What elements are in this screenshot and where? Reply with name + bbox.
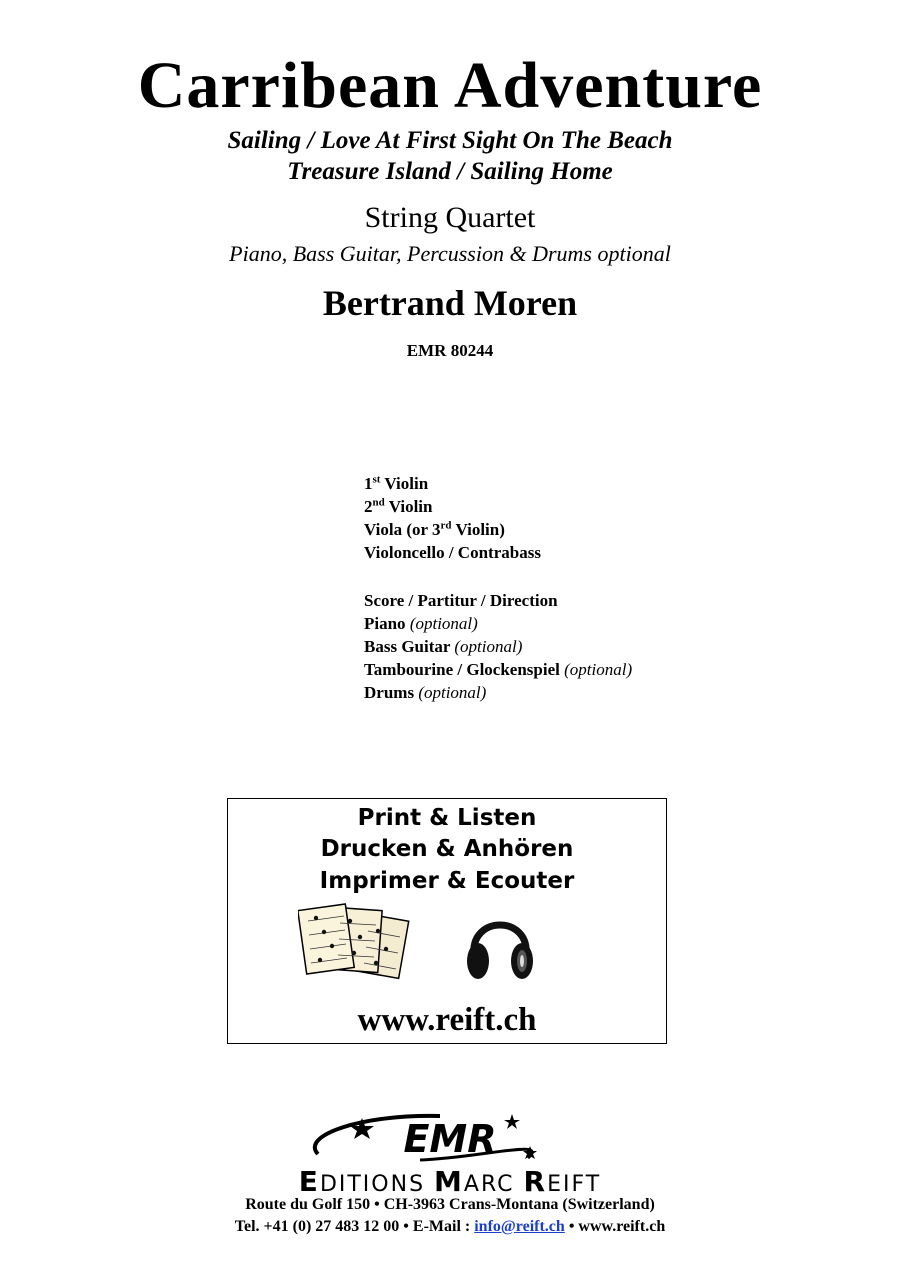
optional-instruments: Piano, Bass Guitar, Percussion & Drums optional <box>229 241 671 266</box>
catalog-number: EMR 80244 <box>406 341 494 360</box>
promo-line-2: Drucken & Anhören <box>320 836 574 862</box>
publisher-name: EDITIONS MARC REIFT <box>298 1165 602 1198</box>
part-piano: Piano (optional) <box>364 614 478 633</box>
part-cello: Violoncello / Contrabass <box>364 543 541 562</box>
subtitle-line-1: Sailing / Love At First Sight On The Beach <box>227 127 673 154</box>
ensemble: String Quartet <box>364 201 536 234</box>
promo-line-1: Print & Listen <box>357 805 537 831</box>
part-violin-2: 2nd Violin <box>364 496 433 516</box>
publisher-contact: Tel. +41 (0) 27 483 12 00 • E-Mail : info@reift.ch • www.reift.ch <box>234 1218 666 1235</box>
promo-line-3: Imprimer & Ecouter <box>319 868 575 894</box>
part-score: Score / Partitur / Direction <box>364 591 558 610</box>
logo-text: EMR <box>403 1117 497 1161</box>
part-bass-guitar: Bass Guitar (optional) <box>364 637 523 656</box>
parts-list <box>364 472 632 704</box>
print-listen-box <box>227 798 667 1044</box>
publisher-address: Route du Golf 150 • CH-3963 Crans-Montana (Switzerland) <box>245 1196 655 1213</box>
emr-logo <box>300 1108 550 1166</box>
part-tambourine: Tambourine / Glockenspiel (optional) <box>364 660 633 679</box>
part-drums: Drums (optional) <box>364 683 487 702</box>
page-title: Carribean Adventure <box>137 49 763 122</box>
part-viola: Viola (or 3rd Violin) <box>364 519 505 539</box>
email-link[interactable]: info@reift.ch <box>474 1218 565 1235</box>
composer-name: Bertrand Moren <box>322 283 578 323</box>
website-link[interactable]: www.reift.ch <box>357 1002 537 1038</box>
part-violin-1: 1st Violin <box>364 473 429 493</box>
subtitle-line-2: Treasure Island / Sailing Home <box>287 158 613 185</box>
sheet-music-icon <box>298 901 410 981</box>
headphones-icon <box>464 907 536 985</box>
